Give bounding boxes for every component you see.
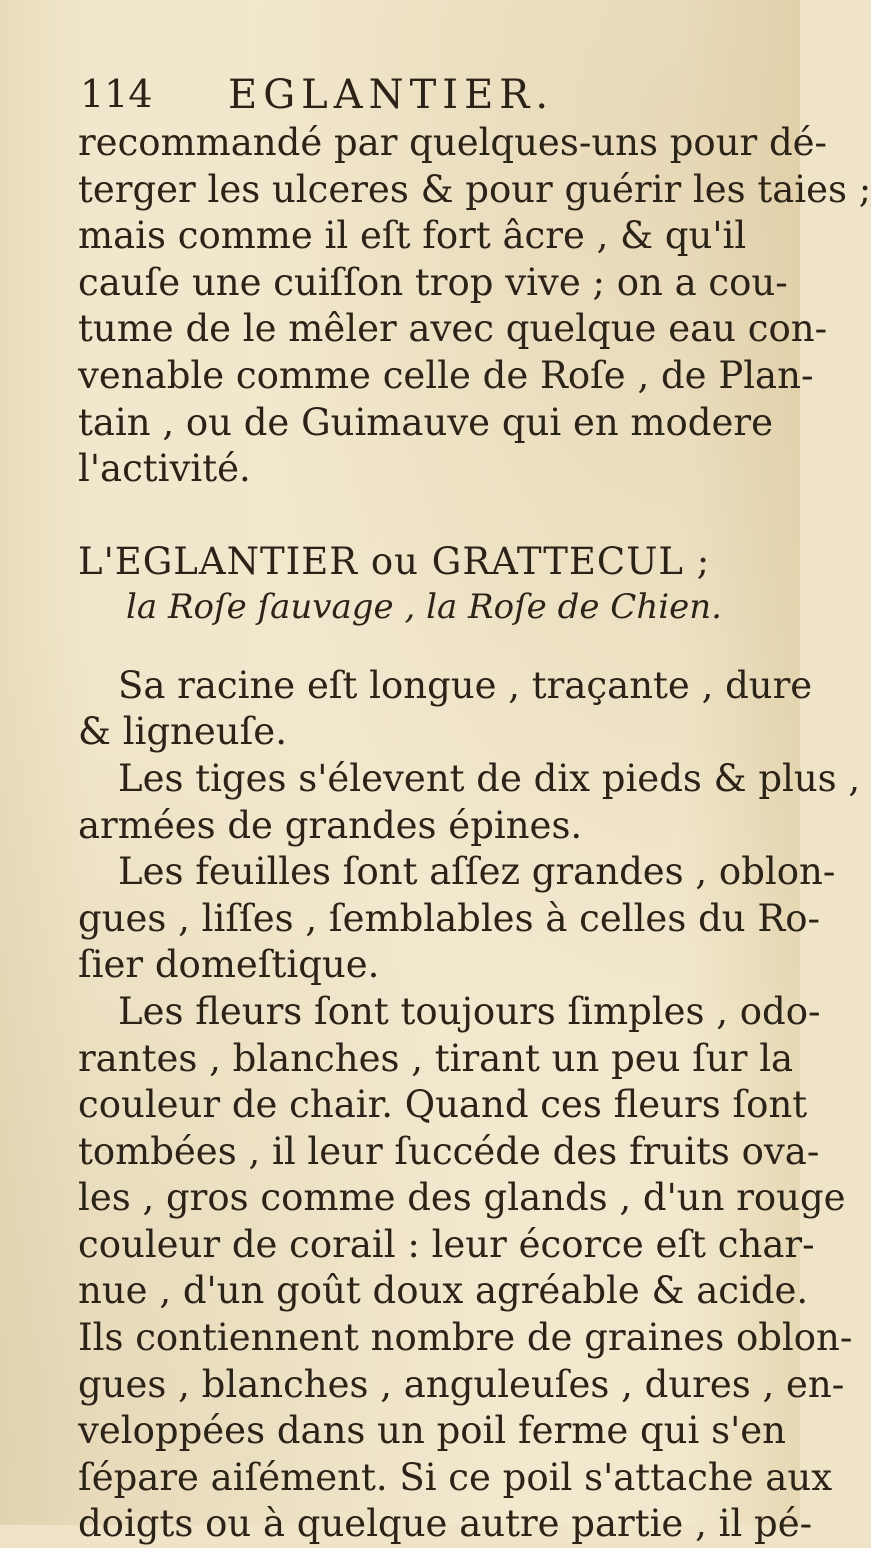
text-line: venable comme celle de Roſe , de Plan-: [78, 353, 814, 397]
text-line: mais comme il eſt fort âcre , & qu'il: [78, 214, 747, 258]
text-line: gues , blanches , anguleuſes , dures , en-: [78, 1362, 845, 1406]
text-line: tombées , il leur ſuccéde des fruits ova-: [78, 1129, 820, 1173]
text-line: les , gros comme des glands , d'un rouge: [78, 1176, 846, 1220]
entry-subheading: la Roſe ſauvage , la Roſe de Chien.: [126, 586, 722, 627]
text-line: recommandé par quelques-uns pour dé-: [78, 121, 828, 164]
text-line: gues , liſſes , ſemblables à celles du Ro-: [78, 896, 820, 940]
text-line: terger les ulceres & pour guérir les taies ;: [78, 167, 871, 211]
text-line: Sa racine eſt longue , traçante , dure: [118, 663, 813, 707]
text-line: doigts ou à quelque autre partie , il pé-: [78, 1502, 813, 1546]
text-line: rantes , blanches , tirant un peu ſur la: [78, 1036, 794, 1080]
spacer: [78, 493, 768, 539]
continuation-paragraph: [78, 120, 871, 493]
text-line: veloppées dans un poil ferme qui s'en: [78, 1409, 786, 1453]
entry-body: [78, 663, 861, 1548]
text-line: armées de grandes épines.: [78, 803, 583, 847]
page-text: [78, 62, 871, 1548]
text-line: Les fleurs ſont toujours ſimples , odo-: [118, 989, 821, 1033]
text-line: ſier domeſtique.: [78, 943, 380, 987]
entry-heading: L'EGLANTIER ou GRATTECUL ;: [78, 539, 711, 583]
text-line: & ligneuſe.: [78, 710, 287, 754]
text-line: ſépare aiſément. Si ce poil s'attache aux: [78, 1455, 833, 1499]
text-line: tume de le mêler avec quelque eau con-: [78, 307, 828, 351]
text-line: tain , ou de Guimauve qui en modere: [78, 400, 773, 444]
page-number: 114: [80, 72, 153, 116]
spacer: [78, 629, 768, 663]
text-line: l'activité.: [78, 447, 251, 491]
text-line: couleur de chair. Quand ces fleurs ſont: [78, 1083, 808, 1127]
text-line: Les feuilles ſont aſſez grandes , oblon-: [118, 850, 836, 894]
page-header: [78, 62, 768, 120]
text-line: Les tiges s'élevent de dix pieds & plus ,: [118, 756, 861, 800]
running-title: EGLANTIER.: [228, 72, 555, 118]
text-line: couleur de corail : leur écorce eſt char-: [78, 1222, 815, 1266]
text-line: cauſe une cuiſſon trop vive ; on a cou-: [78, 260, 788, 304]
text-line: Ils contiennent nombre de graines oblon-: [78, 1316, 853, 1360]
text-line: nue , d'un goût doux agréable & acide.: [78, 1269, 809, 1313]
